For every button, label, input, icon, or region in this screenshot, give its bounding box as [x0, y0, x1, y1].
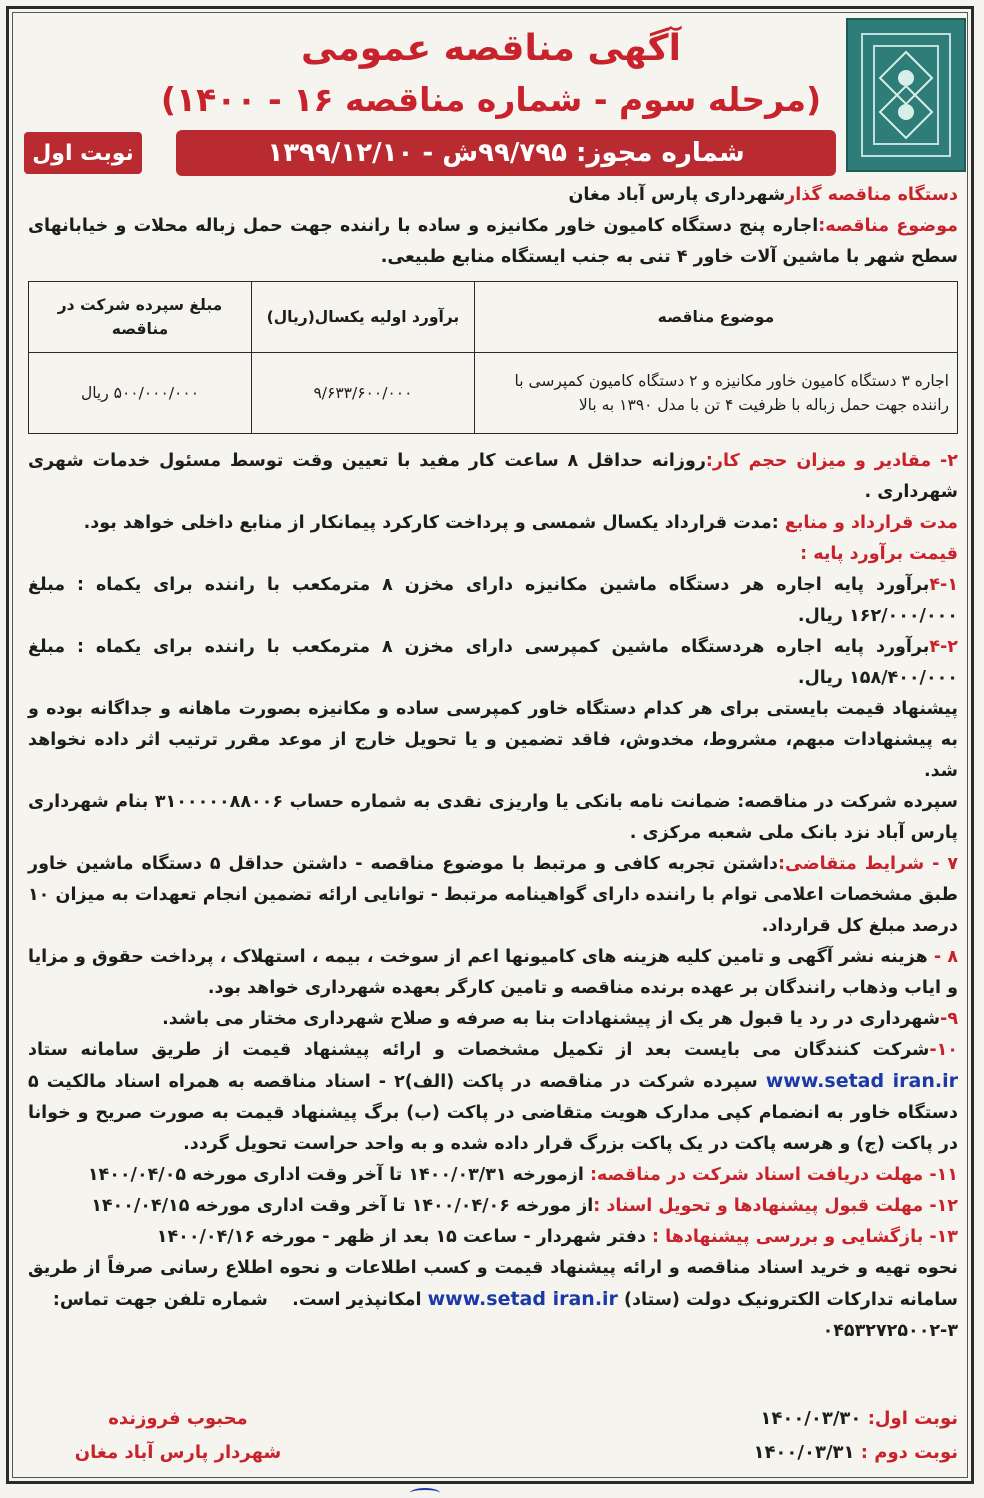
- tender-table: [28, 281, 958, 434]
- section-4-2-label: ۴-۲: [929, 637, 958, 657]
- org-value: شهرداری پارس آباد مغان: [568, 185, 786, 205]
- section-4-1: [28, 570, 958, 632]
- round-1-date: ۱۴۰۰/۰۳/۳۰: [760, 1408, 862, 1429]
- page-title: آگهی مناقصه عمومی: [301, 28, 681, 69]
- section-4-1-value: برآورد پایه اجاره هر دستگاه ماشین مکانیزه دارای مخزن ۸ مترمکعب با راننده برای یکماه : مبلغ ۱۶۲/۰۰۰/۰۰۰ ریال.: [28, 575, 958, 626]
- section-7: [28, 849, 958, 942]
- org-label: دستگاه مناقصه گذار: [785, 185, 958, 205]
- section-2-value: روزانه حداقل ۸ ساعت کار مفید با تعیین وقت توسط مسئول خدمات شهری شهرداری .: [28, 451, 958, 502]
- contract-line: [28, 508, 958, 539]
- section-11-label: ۱۱- مهلت دریافت اسناد شرکت در مناقصه:: [589, 1165, 958, 1185]
- section-9-label: ۹-: [940, 1009, 958, 1029]
- subject-label: موضوع مناقصه:: [818, 216, 958, 236]
- signature-block: [28, 1402, 328, 1470]
- section-2-label: ۲- مقادیر و میزان حجم کار:: [705, 451, 958, 471]
- price-label: قیمت برآورد پایه :: [800, 544, 958, 564]
- subject-line: [28, 211, 958, 273]
- section-4-1-label: ۴-۱: [929, 575, 959, 595]
- price-heading: [28, 539, 958, 570]
- round-2-label: نوبت دوم :: [860, 1442, 958, 1463]
- round-badge: نوبت اول: [24, 132, 142, 174]
- section-11: [28, 1160, 958, 1191]
- stamp-mark-icon: [410, 1488, 440, 1498]
- section-10-value-a: شرکت کنندگان می بایست بعد از تکمیل مشخصات و ارائه پیشنهاد قیمت از طریق سامانه ستاد: [28, 1040, 930, 1060]
- footer: [28, 1396, 958, 1486]
- round-2: [558, 1436, 958, 1470]
- section-12-value: از مورخه ۱۴۰۰/۰۴/۰۶ تا آخر وقت اداری مورخه ۱۴۰۰/۰۴/۱۵: [91, 1196, 594, 1216]
- phone-label: شماره تلفن جهت تماس:: [52, 1290, 268, 1310]
- signer-name: محبوب فروزنده: [108, 1408, 248, 1429]
- th-estimate: برآورد اولیه یکسال(ریال): [251, 282, 474, 353]
- table-row: [29, 353, 958, 434]
- section-13-value: دفتر شهردار - ساعت ۱۵ بعد از ظهر - مورخه ۱۴۰۰/۰۴/۱۶: [156, 1227, 646, 1247]
- section-11-value: ازمورخه ۱۴۰۰/۰۳/۳۱ تا آخر وقت اداری مورخه ۱۴۰۰/۰۴/۰۵: [87, 1165, 584, 1185]
- publication-rounds: [558, 1402, 958, 1470]
- round-1: [558, 1402, 958, 1436]
- closing-paragraph: [28, 1253, 958, 1316]
- header: [18, 18, 966, 178]
- section-9-value: شهرداری در رد یا قبول هر یک از پیشنهادات بنا به صرفه و صلاح شهرداری مختار می باشد.: [162, 1009, 941, 1029]
- section-4-2-value: برآورد پایه اجاره هردستگاه ماشین کمپرسی دارای مخزن ۸ مترمکعب با راننده برای یکماه : مبلغ ۱۵۸/۴۰۰/۰۰۰ ریال.: [28, 637, 958, 688]
- section-7-label: ۷ - شرایط متقاضی:: [778, 854, 958, 874]
- phone-line: [28, 1316, 958, 1347]
- round-1-label: نوبت اول:: [867, 1408, 958, 1429]
- page-subtitle: (مرحله سوم - شماره مناقصه ۱۶ - ۱۴۰۰): [160, 80, 822, 119]
- phone-value: ۰۴۵۳۲۷۲۵۰۰۲-۳: [822, 1321, 958, 1341]
- contract-label: مدت قرارداد و منابع: [784, 513, 958, 533]
- section-4-2: [28, 632, 958, 694]
- section-10-value-b: سپرده شرکت در مناقصه در پاکت (الف)۲ - اسناد مناقصه به همراه اسناد مالکیت ۵ دستگاه خاور به انضمام کپی مدارک هویت متقاضی در پاکت (ب) برگ پیشنهاد قیمت به صورت صریح و خوانا در پاکت (ج) و هرسه پاکت در یک پاکت بزرگ قرار داده شده و به واحد حراست تحویل گردد.: [28, 1072, 958, 1154]
- table-header-row: [29, 282, 958, 353]
- section-13-label: ۱۳- بازگشایی و بررسی پیشنهادها :: [652, 1227, 958, 1247]
- th-deposit: مبلغ سپرده شرکت در مناقصه: [29, 282, 252, 353]
- section-8-value: هزینه نشر آگهی و تامین کلیه هزینه های کامیونها اعم از سوخت ، بیمه ، استهلاک ، پرداخت حقوق و مزایا و ایاب وذهاب رانندگان بر عهده برنده مناقصه و تامین کارگر بعهده شهرداری خواهد بود.: [28, 947, 958, 998]
- td-subject: اجاره ۳ دستگاه کامیون خاور مکانیزه و ۲ دستگاه کامیون کمپرسی با راننده جهت حمل زباله با ظرفیت ۴ تن با مدل ۱۳۹۰ به بالا: [474, 353, 957, 434]
- org-line: [28, 180, 958, 211]
- ornament-logo-icon: [846, 18, 966, 172]
- round-2-date: ۱۴۰۰/۰۳/۳۱: [753, 1442, 855, 1463]
- td-estimate: ۹/۶۳۳/۶۰۰/۰۰۰: [251, 353, 474, 434]
- proposal-paragraph: پیشنهاد قیمت بایستی برای هر کدام دستگاه خاور کمپرسی ساده و مکانیزه بصورت ماهانه و جداگانه بوده و به پیشنهادات مبهم، مشروط، مخدوش، فاقد تضمین و یا تحویل خارج از موعد مقرر ترتیب اثر داده نخواهد شد.: [28, 699, 958, 781]
- td-deposit: ۵۰۰/۰۰۰/۰۰۰ ریال: [29, 353, 252, 434]
- contract-value: :مدت قرارداد یکسال شمسی و پرداخت کارکرد پیمانکار از منابع داخلی خواهد بود.: [83, 513, 779, 533]
- section-9: [28, 1004, 958, 1035]
- subject-value: اجاره پنج دستگاه کامیون خاور مکانیزه و ساده با راننده جهت حمل زباله محلات و خیابانهای سطح شهر با ماشین آلات خاور ۴ تنی به جنب ایستگاه منابع طبیعی.: [28, 216, 958, 267]
- section-8-label: ۸ -: [933, 947, 958, 967]
- section-7-value: داشتن تجربه کافی و مرتبط با موضوع مناقصه - داشتن حداقل ۵ دستگاه ماشین خاور طبق مشخصات اعلامی توام با راننده دارای گواهینامه مرتبط - توانایی ارائه تضمین انجام تعهدات به میزان ۱۰ درصد مبلغ کل قرارداد.: [28, 854, 958, 936]
- th-subject: موضوع مناقصه: [474, 282, 957, 353]
- section-10: [28, 1035, 958, 1160]
- section-10-label: ۱۰-: [929, 1040, 958, 1060]
- section-2: [28, 446, 958, 508]
- setad-link-closing[interactable]: www.setad iran.ir: [427, 1288, 618, 1310]
- section-12-label: ۱۲- مهلت قبول پیشنهادها و تحویل اسناد :: [593, 1196, 958, 1216]
- signer-title: شهردار پارس آباد مغان: [74, 1442, 282, 1463]
- closing-text-a: نحوه تهیه و خرید اسناد مناقصه و ارائه پیشنهاد قیمت و کسب اطلاعات و نحوه اطلاع رسانی صرفاً از طریق سامانه تدارکات الکترونیک دولت (ستاد): [28, 1258, 958, 1310]
- section-13: [28, 1222, 958, 1253]
- section-8: [28, 942, 958, 1004]
- notice-body: [28, 180, 958, 1347]
- closing-text-b: امکانپذیر است.: [292, 1290, 422, 1310]
- setad-link[interactable]: www.setad iran.ir: [765, 1070, 958, 1092]
- section-12: [28, 1191, 958, 1222]
- deposit-paragraph: سپرده شرکت در مناقصه: ضمانت نامه بانکی یا واریزی نقدی به شماره حساب ۳۱۰۰۰۰۰۸۸۰۰۶ بنام شهرداری پارس آباد نزد بانک ملی شعبه مرکزی .: [28, 792, 958, 843]
- permit-banner: شماره مجوز: ۹۹/۷۹۵ش - ۱۳۹۹/۱۲/۱۰: [176, 130, 836, 176]
